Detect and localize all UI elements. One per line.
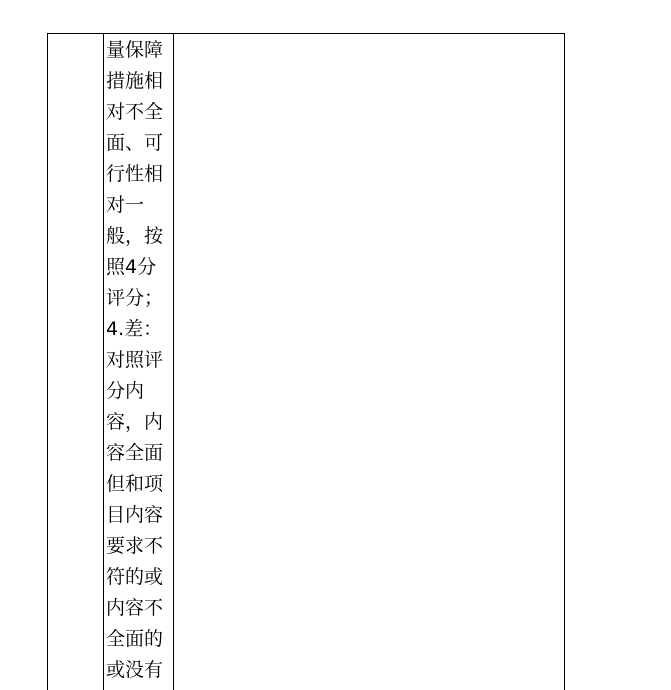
criteria-line: 面、可 [106, 132, 164, 154]
criteria-line: 容全面 [106, 442, 164, 464]
criteria-line: 照4分 [106, 256, 157, 278]
criteria-line: 要求不 [106, 535, 164, 557]
table-cell-index-column [47, 33, 103, 690]
criteria-line: 分内 [106, 380, 145, 402]
table-cell-criteria-column [103, 33, 173, 690]
criteria-line: 对不全 [106, 101, 164, 123]
criteria-line: 措施相 [106, 70, 164, 92]
criteria-line: 般，按 [106, 225, 164, 247]
criteria-line: 行性相 [106, 163, 164, 185]
criteria-line: 4.差： [106, 318, 163, 340]
criteria-line: 但和项 [106, 473, 164, 495]
criteria-line: 对照评 [106, 349, 164, 371]
criteria-line: 量保障 [106, 39, 164, 61]
criteria-line: 评分； [106, 287, 164, 309]
table-cell-score-column [173, 33, 565, 690]
criteria-line: 目内容 [106, 504, 164, 526]
criteria-line: 对一 [106, 194, 145, 216]
scoring-table [47, 33, 564, 690]
criteria-line: 符的或 [106, 566, 164, 588]
criteria-line: 或没有 [106, 659, 164, 681]
criteria-line: 容，内 [106, 411, 164, 433]
criteria-line: 内容不 [106, 597, 164, 619]
criteria-line: 全面的 [106, 628, 164, 650]
criteria-text [106, 35, 172, 686]
